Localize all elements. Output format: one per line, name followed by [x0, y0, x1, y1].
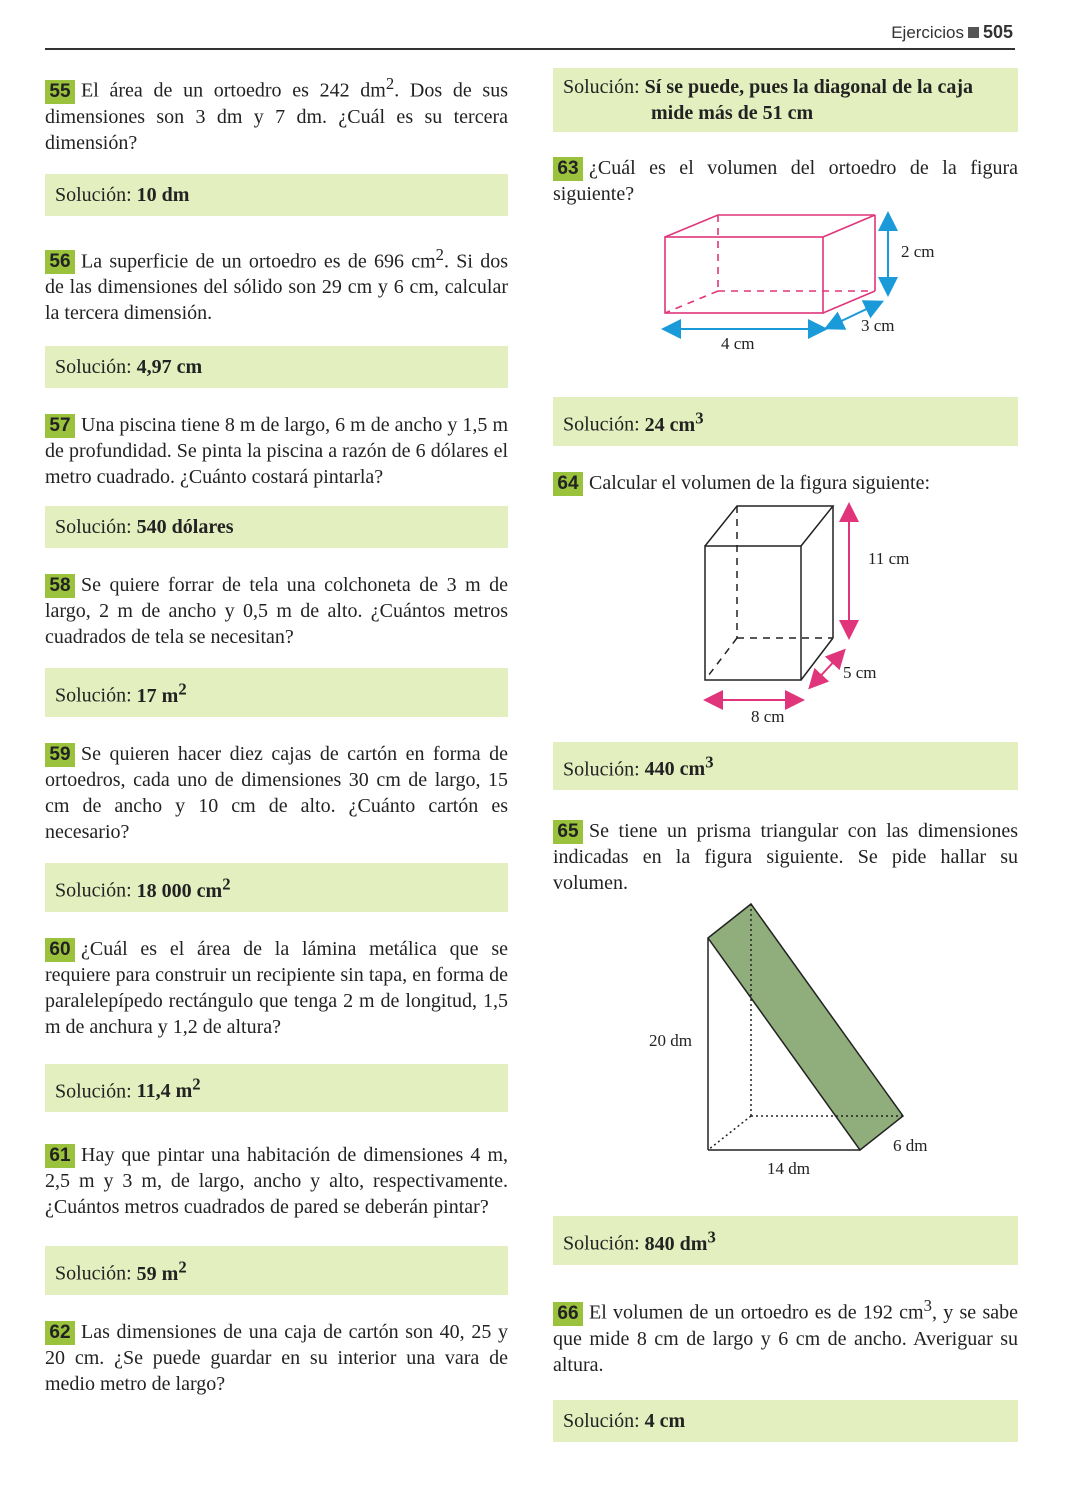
- prism-diagram: [553, 896, 1018, 1196]
- solution-label: Solución:: [563, 76, 640, 98]
- solution-64: [553, 742, 1018, 791]
- label-length: 4 cm: [721, 334, 755, 353]
- figure-65-triangular-prism: [553, 896, 1018, 1196]
- figure-64-cuboid: [553, 496, 1018, 734]
- exercise-number: 64: [553, 472, 583, 496]
- solution-value-line2: mide más de 51 cm: [651, 102, 814, 124]
- solution-value: 10 dm: [136, 183, 190, 206]
- superscript: 2: [222, 873, 231, 893]
- exercise-text-cont: . Si dos de las dimensiones del sólido son 29 cm y 6 cm, calcular la tercera dimensión.: [45, 250, 508, 325]
- solution-value: 4 cm: [644, 1409, 686, 1432]
- exercise-61: [45, 1142, 508, 1220]
- label-length: 14 dm: [767, 1159, 810, 1179]
- label-depth: 5 cm: [843, 662, 877, 682]
- solution-value: 11,4 m: [136, 1080, 193, 1103]
- solution-label: Solución:: [55, 1080, 132, 1103]
- solution-value: 17 m: [136, 684, 179, 707]
- label-height: 20 dm: [649, 1031, 692, 1051]
- solution-label: Solución:: [55, 356, 132, 379]
- superscript: 2: [435, 244, 444, 264]
- solution-label: Solución:: [55, 879, 132, 902]
- exercise-number: 58: [45, 574, 75, 598]
- exercise-55: [45, 71, 508, 156]
- exercise-number: 57: [45, 414, 75, 438]
- separator-square-icon: [968, 27, 979, 38]
- exercise-text-cont: . Dos de sus dimensiones son 3 dm y 7 dm. ¿Cuál es su tercera dimensión?: [45, 79, 508, 154]
- solution-55: [45, 174, 508, 216]
- superscript: 2: [178, 679, 187, 699]
- solution-value: 4,97 cm: [136, 356, 203, 379]
- solution-label: Solución:: [55, 1262, 132, 1285]
- exercise-text: Calcular el volumen de la figura siguiente:: [589, 471, 930, 494]
- exercise-63: [553, 155, 1018, 207]
- page-header: [45, 18, 1015, 50]
- solution-value: 24 cm: [644, 413, 696, 436]
- exercise-text: ¿Cuál es el área de la lámina metálica que se requiere para construir un recipiente sin tapa, en forma de paralelepípedo rectángulo que tenga 2 m de longitud, 1,5 m de anchura y 1,2 de altura?: [45, 937, 508, 1038]
- solution-57: [45, 506, 508, 548]
- solution-56: [45, 346, 508, 388]
- exercise-number: 60: [45, 938, 75, 962]
- solution-61: [45, 1246, 508, 1295]
- cuboid-diagram: [553, 496, 1018, 734]
- superscript: 3: [705, 752, 714, 772]
- figure-63-cuboid: [553, 207, 1018, 387]
- exercise-text: La superficie de un ortoedro es de 696 cm: [81, 250, 436, 273]
- solution-62: [553, 68, 1018, 132]
- front-face: [665, 237, 823, 313]
- exercise-66: [553, 1293, 1018, 1378]
- solution-value-line1: Sí se puede, pues la diagonal de la caja: [644, 76, 974, 98]
- exercise-number: 65: [553, 820, 583, 844]
- section-title: Ejercicios: [891, 23, 964, 42]
- exercise-number: 61: [45, 1144, 75, 1168]
- exercise-60: [45, 936, 508, 1040]
- solution-label: Solución:: [55, 183, 132, 206]
- solution-label: Solución:: [563, 413, 640, 436]
- exercise-text: Se quieren hacer diez cajas de cartón en forma de ortoedros, cada uno de dimensiones 30 cm de largo, 15 cm de ancho y 10 cm de alto. ¿Cuánto cartón es necesario?: [45, 742, 508, 843]
- superscript: 3: [923, 1295, 932, 1315]
- superscript: 2: [178, 1257, 187, 1277]
- solution-value: 18 000 cm: [136, 879, 223, 902]
- exercise-number: 62: [45, 1321, 75, 1345]
- solution-label: Solución:: [563, 758, 640, 781]
- top-face: [705, 506, 833, 546]
- exercise-text: Las dimensiones de una caja de cartón son 40, 25 y 20 cm. ¿Se puede guardar en su interior una vara de medio metro de largo?: [45, 1320, 508, 1395]
- exercise-number: 55: [45, 80, 75, 104]
- solution-59: [45, 863, 508, 912]
- exercise-text: Hay que pintar una habitación de dimensiones 4 m, 2,5 m y 3 m, de largo, ancho y alto, respectivamente. ¿Cuántos metros cuadrados de pared se deberán pintar?: [45, 1144, 508, 1219]
- page-number: 505: [982, 22, 1013, 42]
- solution-66: [553, 1400, 1018, 1442]
- superscript: 2: [192, 1074, 201, 1094]
- exercise-text: Se quiere forrar de tela una colchoneta de 3 m de largo, 2 m de ancho y 0,5 m de alto. ¿Cuántos metros cuadrados de tela se necesitan?: [45, 574, 508, 649]
- running-head: [891, 22, 1013, 43]
- exercise-58: [45, 572, 508, 650]
- solution-value: 540 dólares: [136, 516, 234, 539]
- solution-65: [553, 1216, 1018, 1265]
- exercise-text: El volumen de un ortoedro es de 192 cm: [589, 1301, 924, 1324]
- solution-label: Solución:: [563, 1409, 640, 1432]
- solution-value: 440 cm: [644, 758, 706, 781]
- exercise-57: [45, 412, 508, 490]
- exercise-65: [553, 818, 1018, 896]
- solution-60: [45, 1064, 508, 1113]
- superscript: 3: [707, 1227, 716, 1247]
- superscript: 3: [695, 408, 704, 427]
- exercise-text: Se tiene un prisma triangular con las dimensiones indicadas en la figura siguiente. Se pide hallar su volumen.: [553, 820, 1018, 895]
- right-column: [553, 68, 1018, 1442]
- solution-63: [553, 397, 1018, 446]
- exercise-62: [45, 1319, 508, 1397]
- exercise-text-cont: , y se sabe que mide 8 cm de largo y 6 cm de ancho. Averiguar su altura.: [553, 1301, 1018, 1376]
- label-length: 8 cm: [751, 706, 785, 726]
- exercise-text: El área de un ortoedro es 242 dm: [81, 79, 386, 102]
- exercise-text: Una piscina tiene 8 m de largo, 6 m de ancho y 1,5 m de profundidad. Se pinta la piscina a razón de 6 dólares el metro cuadrado. ¿Cuánto costará pintarla?: [45, 414, 508, 489]
- inclined-face: [708, 904, 903, 1150]
- exercise-number: 56: [45, 250, 75, 274]
- label-depth: 6 dm: [893, 1136, 928, 1156]
- exercise-number: 63: [553, 157, 583, 181]
- exercise-number: 66: [553, 1302, 583, 1326]
- exercise-number: 59: [45, 743, 75, 767]
- exercise-64: [553, 470, 1018, 496]
- label-height: 2 cm: [901, 242, 935, 261]
- superscript: 2: [385, 74, 395, 93]
- exercise-56: [45, 242, 508, 327]
- solution-label: Solución:: [55, 684, 132, 707]
- solution-label: Solución:: [55, 516, 132, 539]
- label-depth: 3 cm: [861, 316, 895, 335]
- solution-value: 840 dm: [644, 1232, 708, 1255]
- label-height: 11 cm: [868, 548, 910, 568]
- solution-58: [45, 668, 508, 717]
- solution-value: 59 m: [136, 1262, 179, 1285]
- cuboid-diagram: [553, 207, 1018, 387]
- exercise-text: ¿Cuál es el volumen del ortoedro de la figura siguiente?: [553, 157, 1018, 205]
- left-column: [45, 68, 508, 1397]
- top-face: [665, 215, 875, 237]
- exercise-59: [45, 741, 508, 845]
- solution-label: Solución:: [563, 1232, 640, 1255]
